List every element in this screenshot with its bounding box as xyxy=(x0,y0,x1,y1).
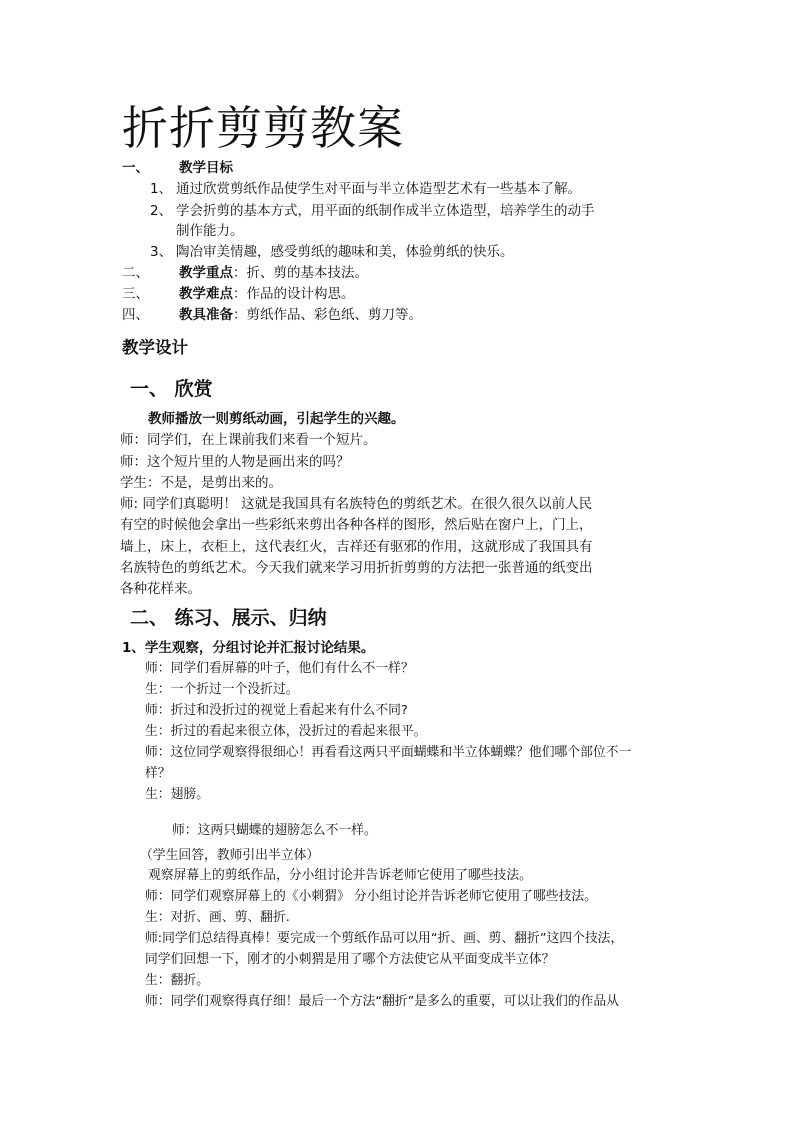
part-1-line-6: 墙上，床上，衣柜上，这代表红火，吉祥还有驱邪的作用，这就形成了我国具有 xyxy=(120,539,593,555)
part-1-line-7: 名族特色的剪纸艺术。今天我们就来学习用折折剪剪的方法把一张普通的纸变出 xyxy=(120,560,593,576)
goal-3-text: 陶冶审美情趣，感受剪纸的趣味和美，体验剪纸的快乐。 xyxy=(176,244,514,260)
part-1-line-5: 有空的时候他会拿出一些彩纸来剪出各种各样的图形，然后贴在窗户上，门上， xyxy=(120,517,593,533)
goal-2-text: 学会折剪的基本方式，用平面的纸制作成半立体造型，培养学生的动手 xyxy=(176,203,595,219)
section-1-number: 一、 xyxy=(122,160,149,176)
section-2 xyxy=(122,263,368,283)
section-3-label: 教学难点 xyxy=(179,286,233,302)
part-2-intro: 1、学生观察，分组讨论并汇报讨论结果。 xyxy=(122,640,375,656)
part-2-line-6: 样？ xyxy=(145,766,171,781)
goal-3-number: 3、 xyxy=(150,244,173,260)
goal-2 xyxy=(150,201,595,221)
section-4 xyxy=(122,305,422,325)
section-2-number: 二、 xyxy=(122,265,149,281)
part-2b-line-4: 师：同学们观察屏幕上的《小刺猬》 分小组讨论并告诉老师它使用了哪些技法。 xyxy=(145,889,597,904)
part-1-line-8: 各种花样来。 xyxy=(120,581,201,597)
part-2b-line-1: 师：这两只蝴蝶的翅膀怎么不一样。 xyxy=(172,823,377,838)
part-1-intro: 教师播放一则剪纸动画，引起学生的兴趣。 xyxy=(148,411,405,427)
section-1-label: 教学目标 xyxy=(179,160,233,176)
part-2-line-5: 师：这位同学观察得很细心！再看看这两只平面蝴蝶和半立体蝴蝶？他们哪个部位不一 xyxy=(145,745,632,760)
part-2-line-4: 生：折过的看起来很立体，没折过的看起来很平。 xyxy=(145,724,427,739)
section-3-text: ：作品的设计构思。 xyxy=(233,286,355,302)
part-2b-line-8: 生：翻折。 xyxy=(145,973,209,988)
part-2b-line-2: （学生回答，教师引出半立体） xyxy=(140,848,320,863)
part-2b-line-3: 观察屏幕上的剪纸作品，分小组讨论并告诉老师它使用了哪些技法。 xyxy=(148,868,532,883)
part-2b-line-6: 师:同学们总结得真棒！要完成一个剪纸作品可以用“折、画、剪、翻折”这四个技法， xyxy=(145,931,624,946)
goal-1-text: 通过欣赏剪纸作品使学生对平面与半立体造型艺术有一些基本了解。 xyxy=(176,181,581,197)
section-4-number: 四、 xyxy=(122,307,149,323)
part-1-line-2: 师：这个短片里的人物是画出来的吗？ xyxy=(120,454,350,470)
goal-1 xyxy=(150,179,581,199)
design-heading: 教学设计 xyxy=(122,338,188,357)
part-1-line-4: 师: 同学们真聪明！ 这就是我国具有名族特色的剪纸艺术。在很久很久以前人民 xyxy=(120,496,593,512)
part-2b-line-9: 师：同学们观察得真仔细！最后一个方法“翻折”是多么的重要，可以让我们的作品从 xyxy=(145,994,619,1009)
part-2-heading: 二、 练习、展示、归纳 xyxy=(130,607,327,629)
section-1-heading xyxy=(122,158,233,178)
section-2-text: ：折、剪的基本技法。 xyxy=(233,265,368,281)
goal-3 xyxy=(150,242,514,262)
part-2b-line-5: 生：对折、画、剪、翻折. xyxy=(145,910,290,925)
part-2-line-1: 师：同学们看屏幕的叶子，他们有什么不一样？ xyxy=(145,661,414,676)
part-1-line-3: 学生：不是，是剪出来的。 xyxy=(120,475,282,491)
part-2-line-3: 师：折过和没折过的视觉上看起来有什么不同? xyxy=(145,703,408,718)
goal-2-number: 2、 xyxy=(150,203,173,219)
part-1-heading: 一、 欣赏 xyxy=(130,378,213,400)
part-2-line-7: 生：翅膀。 xyxy=(145,787,209,802)
part-2b-line-7: 同学们回想一下，刚才的小刺猬是用了哪个方法使它从平面变成半立体？ xyxy=(145,952,555,967)
goal-1-number: 1、 xyxy=(150,181,173,197)
section-4-label: 教具准备 xyxy=(179,307,233,323)
section-4-text: ：剪纸作品、彩色纸、剪刀等。 xyxy=(233,307,422,323)
section-3 xyxy=(122,284,355,304)
page-title: 折折剪剪教案 xyxy=(122,101,404,155)
section-2-label: 教学重点 xyxy=(179,265,233,281)
section-3-number: 三、 xyxy=(122,286,149,302)
part-1-line-1: 师：同学们，在上课前我们来看一个短片。 xyxy=(120,432,377,448)
goal-2-continuation: 制作能力。 xyxy=(176,223,244,239)
part-2-line-2: 生：一个折过一个没折过。 xyxy=(145,682,299,697)
